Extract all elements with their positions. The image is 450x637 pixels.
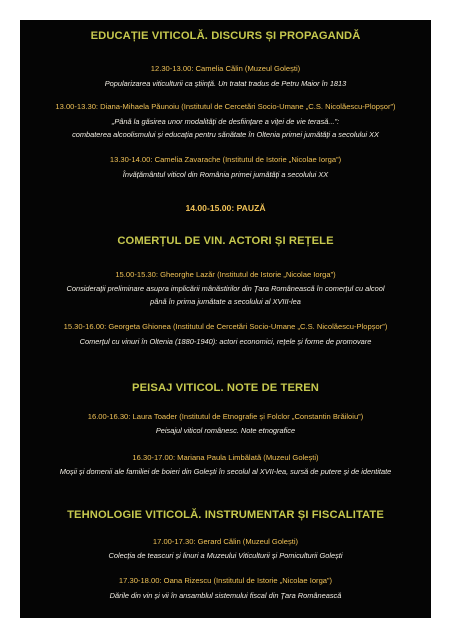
talk-speaker: 17.00-17.30: Gerard Călin (Muzeul Golești) bbox=[152, 537, 299, 546]
talk-title: până în prima jumătate a secolului al XVIII-lea bbox=[150, 297, 301, 306]
talk-title: Considerații preliminare asupra implicării mânăstirilor din Țara Românească în comerțul cu alcool bbox=[66, 284, 385, 293]
section-title-landscape: PEISAJ VITICOL. NOTE DE TEREN bbox=[132, 382, 319, 394]
talk-speaker: 16.30-17.00: Mariana Paula Limbălată (Muzeul Golești) bbox=[132, 453, 319, 462]
talk-title: Colecția de teascuri și linuri a Muzeului Viticulturii și Pomiculturii Golești bbox=[108, 551, 343, 560]
section-title-education: EDUCAȚIE VITICOLĂ. DISCURS ȘI PROPAGANDĂ bbox=[90, 30, 361, 42]
talk-title: combaterea alcoolismului și educația pentru sănătate în Oltenia primei jumătăți a secolului XX bbox=[72, 130, 379, 139]
talk-title: Comerțul cu vinuri în Oltenia (1880-1940): actori economici, rețele și forme de promovare bbox=[79, 337, 372, 346]
talk-title: Popularizarea viticulturii ca știință. Un tratat tradus de Petru Maior în 1813 bbox=[104, 79, 347, 88]
talk-title: Moșii și domenii ale familiei de boieri din Golești în secolul al XVII-lea, sursă de putere și de identitate bbox=[59, 467, 392, 476]
program-poster bbox=[20, 20, 431, 618]
talk-speaker: 15.00-15.30: Gheorghe Lazăr (Institutul de Istorie „Nicolae Iorga”) bbox=[115, 270, 336, 279]
talk-speaker: 13.30-14.00: Camelia Zavarache (Institutul de Istorie „Nicolae Iorga”) bbox=[109, 155, 342, 164]
talk-speaker: 13.00-13.30: Diana-Mihaela Păunoiu (Institutul de Cercetări Socio-Umane „C.S. Nicolăescu-Plopșor”) bbox=[55, 102, 396, 111]
talk-speaker: 12.30-13.00: Camelia Călin (Muzeul Golești) bbox=[150, 64, 301, 73]
section-title-wine-trade: COMERȚUL DE VIN. ACTORI ȘI REȚELE bbox=[117, 235, 334, 247]
talk-title: Peisajul viticol românesc. Note etnografice bbox=[155, 426, 296, 435]
pause-label: 14.00-15.00: PAUZĂ bbox=[185, 203, 266, 213]
talk-title: Învățământul viticol din România primei jumătăți a secolului XX bbox=[122, 170, 329, 179]
talk-speaker: 17.30-18.00: Oana Rizescu (Institutul de Istorie „Nicolae Iorga”) bbox=[118, 576, 333, 585]
talk-speaker: 16.00-16.30: Laura Toader (Institutul de Etnografie și Folclor „Constantin Brăiloiu”) bbox=[87, 412, 364, 421]
section-title-technology: TEHNOLOGIE VITICOLĂ. INSTRUMENTAR ȘI FISCALITATE bbox=[67, 509, 384, 521]
talk-speaker: 15.30-16.00: Georgeta Ghionea (Institutul de Cercetări Socio-Umane „C.S. Nicolăescu-Plopșor”) bbox=[63, 322, 388, 331]
talk-title: „Până la găsirea unor modalități de desființare a viței de vie terasă...”: bbox=[111, 117, 340, 126]
talk-title: Dările din vin și vii în ansamblul sistemului fiscal din Țara Românească bbox=[109, 591, 342, 600]
